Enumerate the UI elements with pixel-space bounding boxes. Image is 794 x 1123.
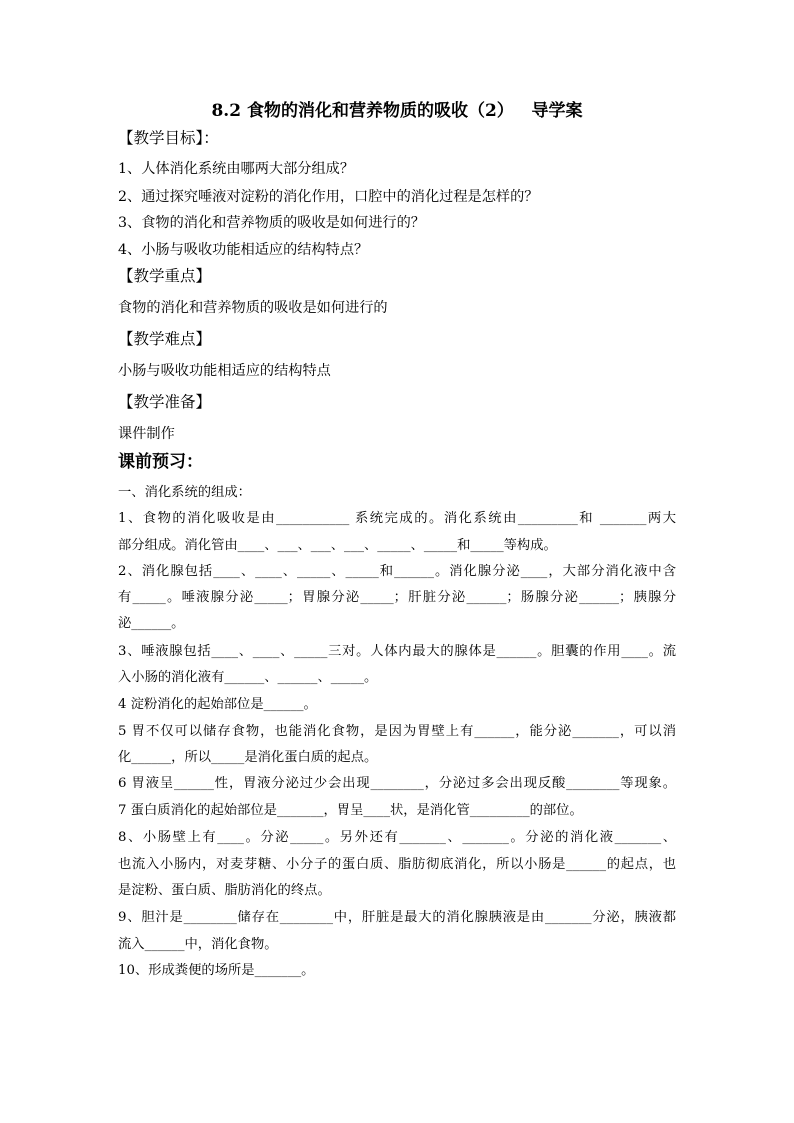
objective-item: 2、通过探究唾液对淀粉的消化作用，口腔中的消化过程是怎样的？ [118,189,539,205]
exercise-line: 2、消化腺包括____、____、_____、_____和______。消化腺分泌____，大部分消化液中含 [118,564,676,579]
exercise-line: 泌______。 [118,616,185,631]
exercise-line: 化______，所以_____是消化蛋白质的起点。 [118,750,378,765]
preparation-heading: 【教学准备】 [118,393,212,411]
objective-item: 1、人体消化系统由哪两大部分组成？ [118,161,355,177]
exercise-line: 1、食物的消化吸收是由___________ 系统完成的。消化系统由_________和 _______两大 [118,511,676,526]
exercise-line: 部分组成。消化管由____、___、___、___、_____、_____和_____等构成。 [118,538,557,553]
exercise-line: 是淀粉、蛋白质、脂肪消化的终点。 [118,883,331,898]
exercise-line: 7 蛋白质消化的起始部位是_______，胃呈____状，是消化管_________的部位。 [118,803,583,818]
page-title: 8.2 食物的消化和营养物质的吸收（2） 导学案 [211,101,583,121]
exercise-line: 10、形成粪便的场所是_______。 [118,963,315,978]
preview-heading: 课前预习： [118,452,203,472]
exercise-line: 9、胆汁是________储存在________中，肝脏是最大的消化腺胰液是由_______分泌，胰液都 [118,910,676,925]
exercise-line: 流入______中，消化食物。 [118,937,278,952]
exercise-line: 4 淀粉消化的起始部位是______。 [118,697,317,712]
exercise-line: 8、小肠壁上有____。分泌_____。另外还有_______、_______。分泌的消化液_______、 [118,830,676,845]
exercise-line: 3、唾液腺包括____、____、_____三对。人体内最大的腺体是______。胆囊的作用____。流 [118,644,676,659]
exercise-line: 入小肠的消化液有______、______、_____。 [118,670,378,685]
section-title: 一、消化系统的组成： [118,485,251,500]
objective-item: 3、食物的消化和营养物质的吸收是如何进行的？ [118,215,425,231]
exercise-line: 6 胃液呈______性，胃液分泌过少会出现________，分泌过多会出现反酸________等现象。 [118,776,676,791]
preparation-text: 课件制作 [118,426,175,442]
key-point-text: 食物的消化和营养物质的吸收是如何进行的 [118,300,388,316]
objective-item: 4、小肠与吸收功能相适应的结构特点？ [118,242,369,258]
exercise-line: 有_____。唾液腺分泌_____；胃腺分泌_____；肝脏分泌______；肠腺分泌______；胰腺分 [118,590,676,605]
key-point-heading: 【教学重点】 [118,267,212,285]
difficulty-heading: 【教学难点】 [118,330,212,348]
objectives-heading: 【教学目标】： [118,129,219,147]
difficulty-text: 小肠与吸收功能相适应的结构特点 [118,363,331,379]
exercise-line: 5 胃不仅可以储存食物，也能消化食物，是因为胃壁上有______，能分泌_______，可以消 [118,724,676,739]
exercise-line: 也流入小肠内，对麦芽糖、小分子的蛋白质、脂肪彻底消化，所以小肠是______的起点，也 [118,857,676,872]
